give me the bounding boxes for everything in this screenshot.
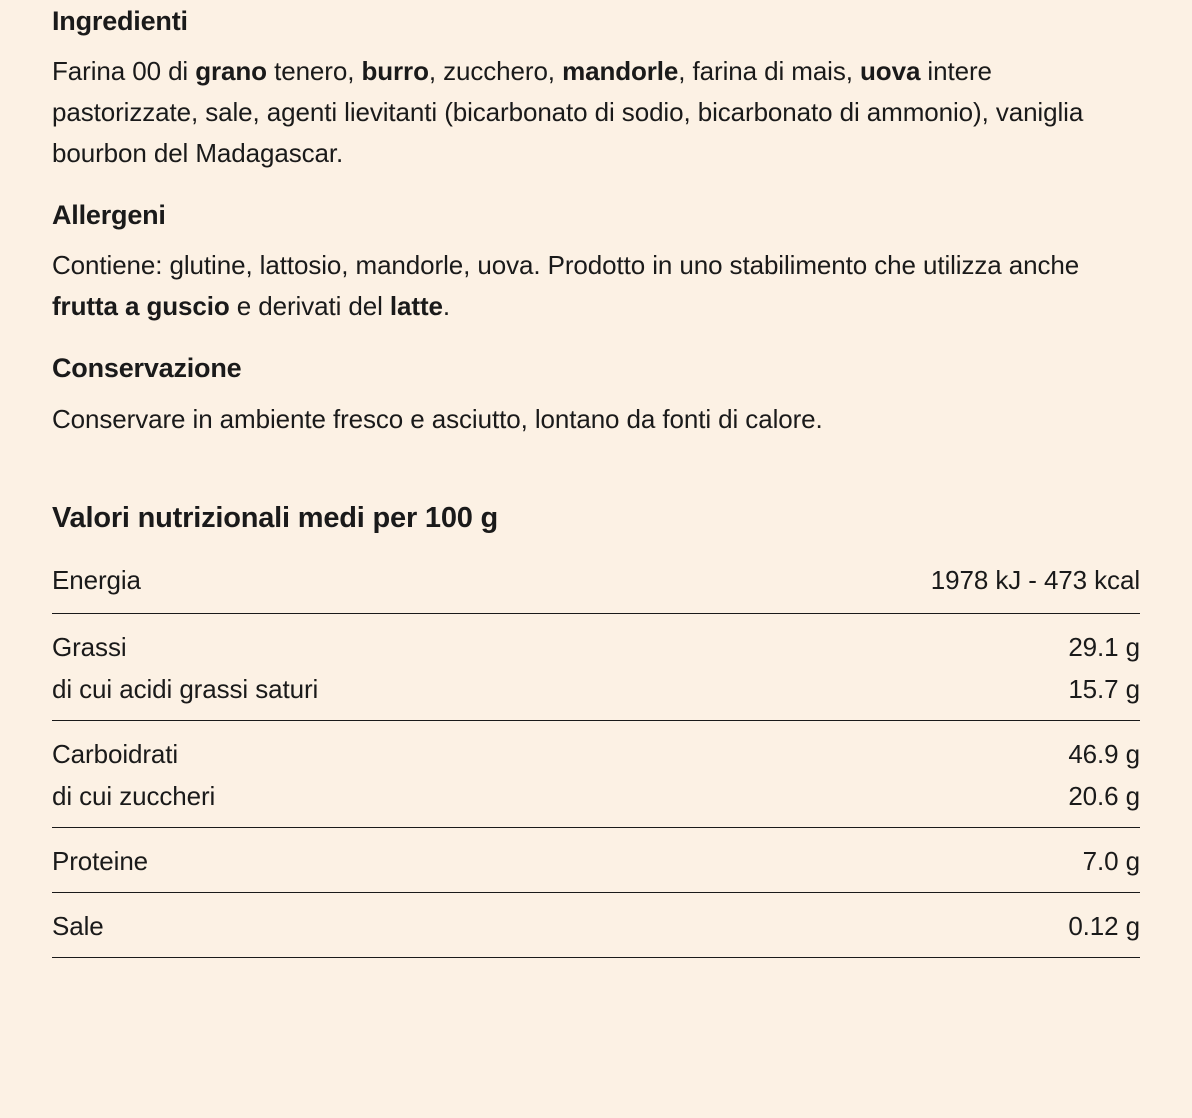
- nutrition-label: Grassi: [52, 631, 127, 662]
- nutrition-group-carboidrati: [52, 733, 1140, 828]
- nutrition-label: Proteine: [52, 846, 149, 877]
- nutrition-value: 15.7 g: [1068, 673, 1140, 704]
- section-text-ingredienti: Farina 00 di grano tenero, burro, zucchero, mandorle, farina di mais, uova intere pastorizzate, sale, agenti lievitanti (bicarbonato di sodio, bicarbonato di ammonio), vaniglia bourbon del Madagascar.: [52, 56, 1084, 169]
- section-title-ingredienti: Ingredienti: [52, 6, 188, 36]
- table-row: [52, 775, 1140, 817]
- table-row: [52, 840, 1140, 882]
- section-title-allergeni: Allergeni: [52, 200, 166, 231]
- nutrition-group-energia: [52, 559, 1140, 614]
- nutrition-label: Sale: [52, 911, 104, 942]
- nutrition-group-sale: [52, 905, 1140, 958]
- nutrition-value: 0.12 g: [1068, 911, 1140, 942]
- nutrition-value: 7.0 g: [1082, 846, 1140, 877]
- nutrition-heading: Valori nutrizionali medi per 100 g: [52, 501, 499, 534]
- nutrition-value: 20.6 g: [1068, 781, 1140, 812]
- nutrition-value: 29.1 g: [1068, 631, 1140, 662]
- table-row: [52, 668, 1140, 710]
- nutrition-label: di cui zuccheri: [52, 781, 216, 812]
- section-title-conservazione: Conservazione: [52, 353, 242, 384]
- nutrition-table: [52, 466, 1140, 959]
- table-row: [52, 559, 1140, 601]
- table-row: [52, 626, 1140, 668]
- section-text-conservazione: Conservare in ambiente fresco e asciutto, lontano da fonti di calore.: [52, 403, 823, 434]
- table-row: [52, 905, 1140, 947]
- nutrition-label: di cui acidi grassi saturi: [52, 673, 319, 704]
- nutrition-group-grassi: [52, 626, 1140, 721]
- nutrition-label: Carboidrati: [52, 738, 179, 769]
- section-text-allergeni: Contiene: glutine, lattosio, mandorle, uova. Prodotto in uno stabilimento che utilizza anche frutta a guscio e derivati del latte.: [52, 250, 1080, 322]
- nutrition-label: Energia: [52, 564, 141, 595]
- nutrition-group-proteine: [52, 840, 1140, 893]
- section-allergeni: [52, 200, 1140, 327]
- nutrition-value: 46.9 g: [1068, 738, 1140, 769]
- table-row: [52, 733, 1140, 775]
- section-ingredienti: [52, 0, 1140, 174]
- nutrition-value: 1978 kJ - 473 kcal: [930, 564, 1140, 595]
- section-conservazione: [52, 353, 1140, 439]
